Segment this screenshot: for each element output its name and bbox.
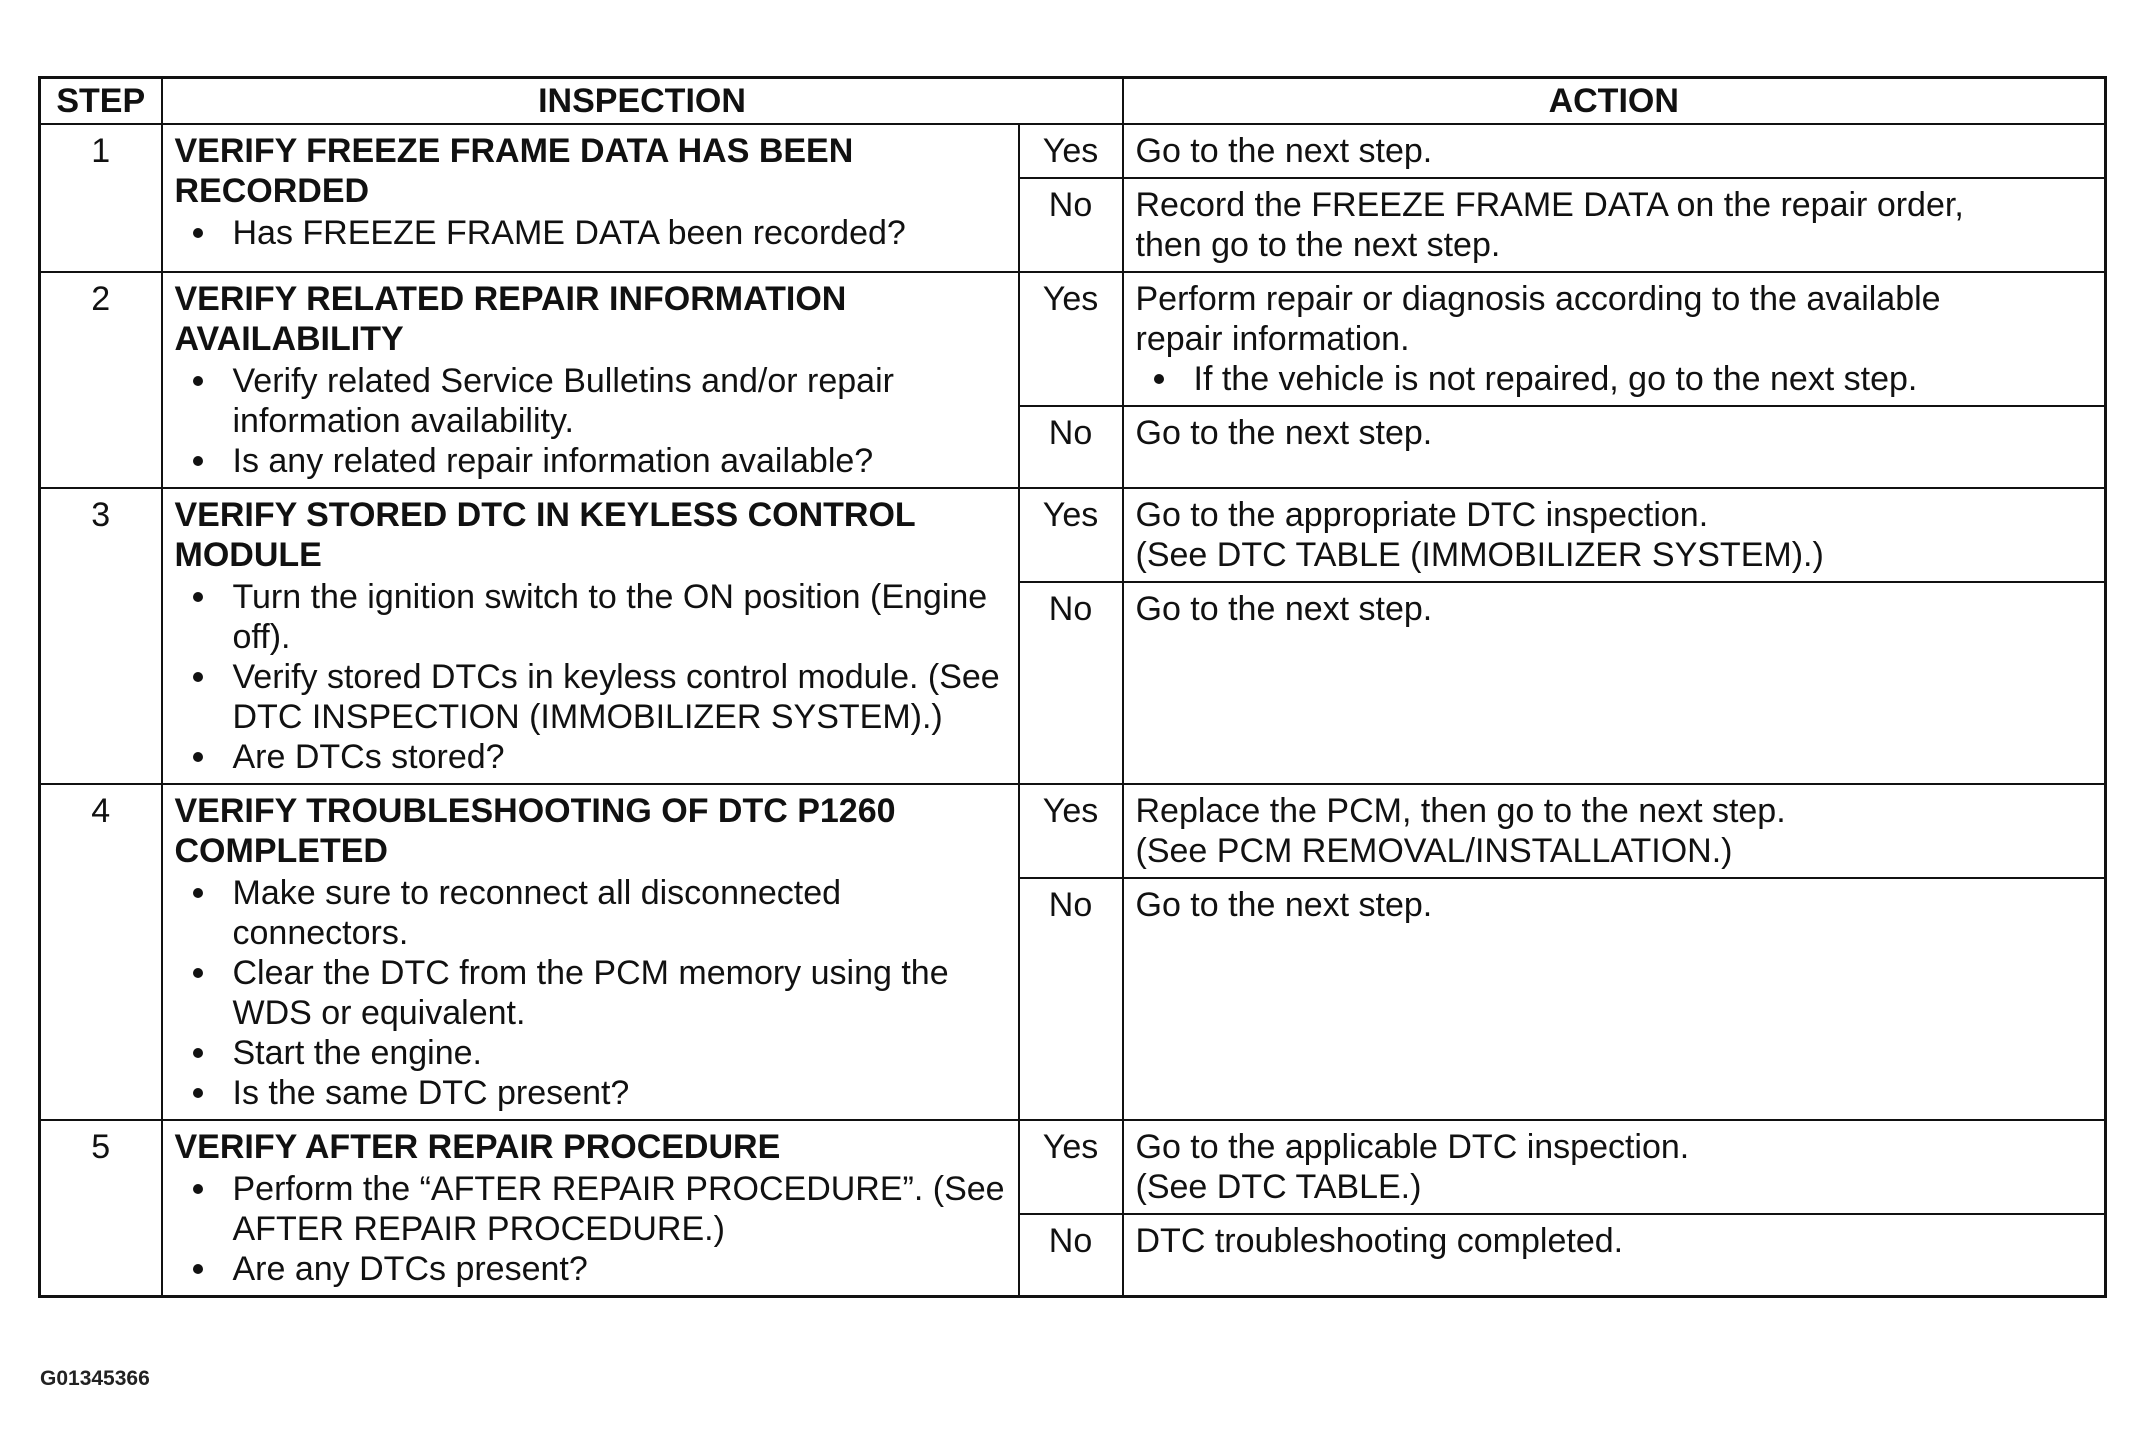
inspection-bullets — [175, 361, 1006, 481]
yes-action: Go to the next step. — [1123, 124, 2106, 178]
yes-label: Yes — [1019, 1120, 1123, 1214]
no-action: Go to the next step. — [1123, 878, 2106, 1120]
no-label: No — [1019, 178, 1123, 272]
inspection-bullets — [175, 213, 1006, 253]
inspection-cell — [162, 1120, 1019, 1297]
list-item: Is any related repair information available? — [233, 441, 1006, 481]
yes-action: Go to the applicable DTC inspection. (See DTC TABLE.) — [1123, 1120, 2106, 1214]
table-row — [40, 488, 2106, 582]
table-header-row — [40, 78, 2106, 125]
list-item: Verify related Service Bulletins and/or repair information availability. — [233, 361, 1006, 441]
inspection-header: INSPECTION — [162, 78, 1123, 125]
list-item: Is the same DTC present? — [233, 1073, 1006, 1113]
list-item: Perform the “AFTER REPAIR PROCEDURE”. (See AFTER REPAIR PROCEDURE.) — [232, 1170, 1005, 1248]
step-number: 2 — [40, 272, 162, 488]
yes-action: Go to the appropriate DTC inspection. (See DTC TABLE (IMMOBILIZER SYSTEM).) — [1123, 488, 2106, 582]
step-number: 4 — [40, 784, 162, 1120]
list-item: Are any DTCs present? — [233, 1249, 1006, 1289]
table-row — [40, 1120, 2106, 1214]
inspection-cell — [162, 272, 1019, 488]
inspection-title: VERIFY RELATED REPAIR INFORMATION AVAILABILITY — [174, 280, 847, 358]
table-row — [40, 272, 2106, 406]
no-label: No — [1019, 878, 1123, 1120]
no-action: DTC troubleshooting completed. — [1123, 1214, 2106, 1297]
yes-action: Replace the PCM, then go to the next step. (See PCM REMOVAL/INSTALLATION.) — [1123, 784, 2106, 878]
inspection-cell — [162, 784, 1019, 1120]
list-item: Start the engine. — [233, 1033, 1006, 1073]
inspection-bullets — [175, 1169, 1006, 1289]
inspection-title: VERIFY TROUBLESHOOTING OF DTC P1260 COMPLETED — [174, 792, 896, 870]
list-item: Clear the DTC from the PCM memory using the WDS or equivalent. — [233, 953, 1006, 1033]
yes-label: Yes — [1019, 784, 1123, 878]
list-item: Turn the ignition switch to the ON position (Engine off). — [233, 577, 1006, 657]
yes-action: Perform repair or diagnosis according to the available repair information. If the vehicle is not repaired, go to the next step. — [1123, 272, 2106, 406]
inspection-cell — [162, 124, 1019, 272]
inspection-title: VERIFY FREEZE FRAME DATA HAS BEEN RECORDED — [174, 132, 854, 210]
yes-label: Yes — [1019, 488, 1123, 582]
list-item: Make sure to reconnect all disconnected connectors. — [233, 873, 1006, 953]
inspection-cell — [162, 488, 1019, 784]
list-item: Are DTCs stored? — [233, 737, 1006, 777]
figure-id-label: G01345366 — [40, 1367, 150, 1390]
yes-label: Yes — [1019, 124, 1123, 178]
step-number: 3 — [40, 488, 162, 784]
table-row — [40, 124, 2106, 178]
list-item: Verify stored DTCs in keyless control module. (See DTC INSPECTION (IMMOBILIZER SYSTEM).) — [233, 657, 1006, 737]
yes-label: Yes — [1019, 272, 1123, 406]
no-label: No — [1019, 406, 1123, 488]
inspection-title: VERIFY STORED DTC IN KEYLESS CONTROL MODULE — [174, 496, 916, 574]
step-number: 5 — [40, 1120, 162, 1297]
inspection-title: VERIFY AFTER REPAIR PROCEDURE — [174, 1128, 781, 1166]
step-number: 1 — [40, 124, 162, 272]
step-header: STEP — [40, 78, 162, 125]
no-action: Go to the next step. — [1123, 582, 2106, 784]
table-row — [40, 784, 2106, 878]
no-action: Go to the next step. — [1123, 406, 2106, 488]
action-header: ACTION — [1123, 78, 2106, 125]
inspection-bullets — [175, 577, 1006, 777]
diagnostic-procedure-table — [38, 76, 2107, 1298]
no-action: Record the FREEZE FRAME DATA on the repair order, then go to the next step. — [1123, 178, 2106, 272]
no-label: No — [1019, 1214, 1123, 1297]
list-item: Has FREEZE FRAME DATA been recorded? — [233, 213, 1006, 253]
inspection-bullets — [175, 873, 1006, 1113]
no-label: No — [1019, 582, 1123, 784]
